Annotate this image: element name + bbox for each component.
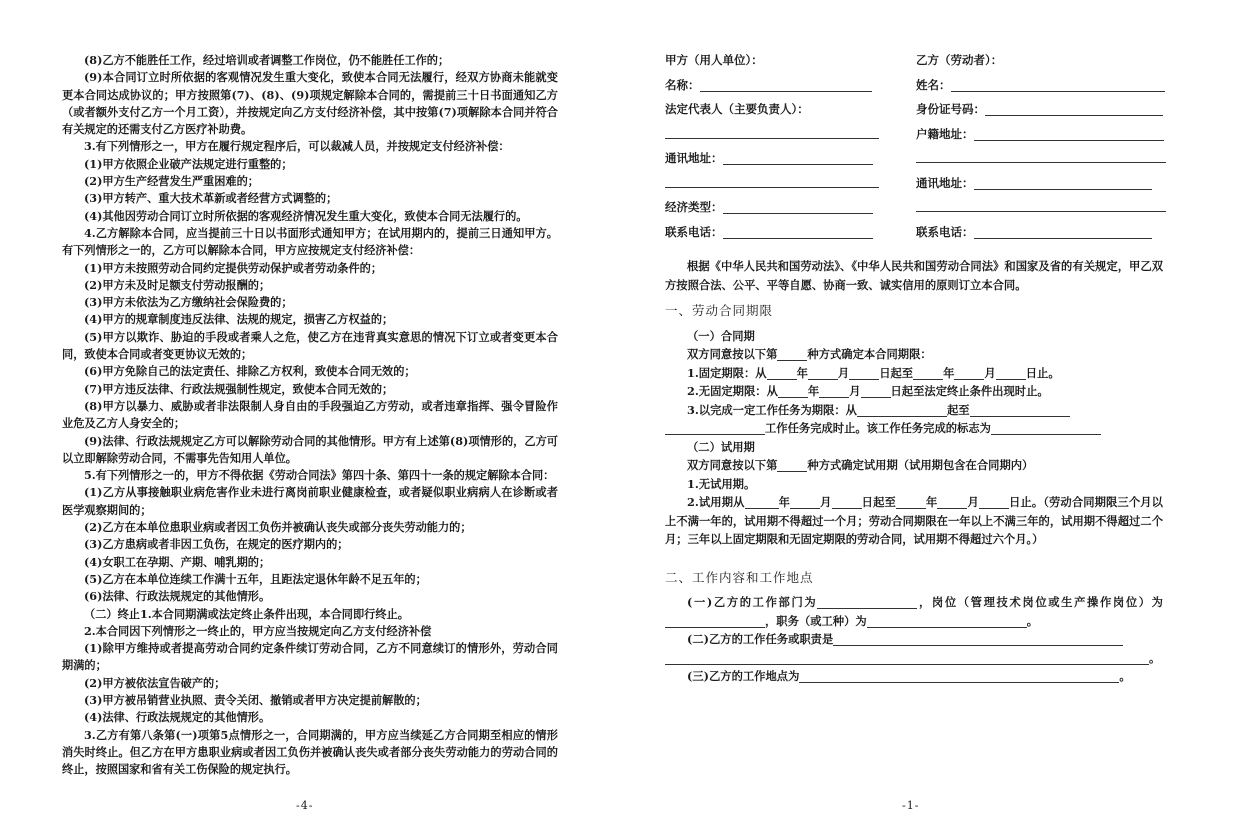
post-blank[interactable]	[665, 614, 765, 628]
left-paragraph: (3)乙方患病或者非因工负伤，在规定的医疗期内的；	[84, 537, 349, 552]
field-phone-b-line[interactable]	[974, 224, 1152, 239]
left-paragraph: (8)甲方以暴力、威胁或者非法限制人身自由的手段强迫乙方劳动，或者违章指挥、强令冒险作业危及乙方人身安全的；	[62, 398, 558, 431]
dept-label: (一)乙方的工作部门为	[687, 595, 818, 609]
left-paragraph: (9)法律、行政法规规定乙方可以解除劳动合同的其他情形。甲方有上述第(8)项情形的，乙方可以立即解除劳动合同，不需事先告知用人单位。	[62, 433, 558, 465]
left-paragraph: (3)甲方转产、重大技术革新或者经营方式调整的；	[84, 191, 338, 206]
field-household-line[interactable]	[974, 126, 1164, 141]
section2-title: 二、工作内容和工作地点	[665, 569, 814, 585]
left-paragraph: 3.有下列情形之一，甲方在履行规定程序后，可以裁减人员，并按规定支付经济补偿：	[84, 139, 510, 154]
field-address-b-line[interactable]	[974, 175, 1152, 190]
left-paragraph: (5)甲方以欺诈、胁迫的手段或者乘人之危，使乙方在违背真实意思的情况下订立或者变更本合同，致使本合同或者变更协议无效的；	[62, 329, 558, 362]
left-paragraph: (1)甲方未按照劳动合同约定提供劳动保护或者劳动条件的；	[84, 260, 383, 275]
left-paragraph: (8)乙方不能胜任工作，经过培训或者调整工作岗位，仍不能胜任工作的；	[84, 53, 450, 67]
sub1-line-text: 双方同意按以下第	[687, 347, 778, 361]
field-phone-b-label: 联系电话：	[916, 224, 974, 239]
unit-year: 年	[925, 495, 938, 509]
prob-end-year[interactable]	[896, 495, 926, 509]
dept-line	[665, 593, 1163, 630]
field-name-label: 名称：	[665, 77, 700, 92]
unit-month: 月	[849, 384, 861, 398]
duty-blank-2[interactable]	[665, 651, 1149, 665]
field-person-name-line[interactable]	[951, 77, 1165, 92]
duty-line	[665, 630, 1163, 649]
task-mark-blank[interactable]	[991, 421, 1101, 435]
page-number-right: -1-	[902, 799, 920, 812]
page-number-left: -4-	[296, 799, 314, 812]
field-econ-type-label: 经济类型：	[665, 200, 723, 214]
unfixed-term-line	[665, 382, 1163, 401]
left-paragraph: (2)乙方在本单位患职业病或者因工负伤并被确认丧失或部分丧失劳动能力的；	[84, 520, 472, 535]
task-term-line	[665, 401, 1163, 420]
party-info-block	[665, 52, 1165, 248]
field-address-a-label: 通讯地址：	[665, 151, 723, 165]
place-blank[interactable]	[799, 669, 1119, 683]
left-paragraph: (1)除甲方维持或者提高劳动合同约定条件续订劳动合同，乙方不同意续订的情形外，劳动合同期满的；	[62, 641, 558, 673]
dept-blank[interactable]	[817, 595, 917, 609]
left-paragraph: (1)乙方从事接触职业病危害作业未进行离岗前职业健康检查，或者疑似职业病病人在诊断或者医学观察期间的；	[62, 485, 558, 517]
period: 。	[1119, 669, 1131, 683]
fixed-end-day[interactable]	[996, 366, 1026, 380]
probation-label: 2.试用期从	[687, 495, 745, 509]
field-household-line-2[interactable]	[916, 162, 1166, 163]
unfixed-month[interactable]	[819, 384, 849, 398]
unit-month: 月	[984, 365, 996, 380]
unit-year: 年	[796, 365, 808, 380]
left-paragraph: 4.乙方解除本合同，应当提前三十日以书面形式通知甲方；在试用期内的，提前三日通知甲方。有下列情形之一的，乙方可以解除本合同，甲方应按规定支付经济补偿：	[62, 225, 558, 258]
prob-start-year[interactable]	[745, 495, 779, 509]
left-paragraph: (2)甲方未及时足额支付劳动报酬的；	[84, 277, 271, 292]
right-page	[620, 0, 1241, 832]
left-paragraph: (7)甲方违反法律、行政法规强制性规定，致使本合同无效的；	[84, 381, 394, 396]
post-label: ，岗位（管理技术岗位或生产操作岗位）为	[917, 595, 1163, 609]
field-phone-a-line[interactable]	[723, 224, 873, 239]
fixed-start-month[interactable]	[808, 366, 838, 380]
left-paragraph: (4)甲方的规章制度违反法律、法规的规定，损害乙方权益的；	[84, 312, 394, 327]
unfixed-end: 日起至法定终止条件出现时止。	[890, 384, 1049, 398]
unit-month: 月	[967, 495, 979, 509]
sub1-line	[665, 345, 1163, 364]
task-start-blank[interactable]	[857, 403, 947, 417]
field-address-a-line[interactable]	[723, 150, 873, 165]
left-page	[0, 0, 620, 832]
intro-paragraph: 根据《中华人民共和国劳动法》、《中华人民共和国劳动合同法》和国家及省的有关规定，甲乙双方按照合法、公平、平等自愿、协商一致、诚实信用的原则订立本合同。	[665, 259, 1163, 292]
party-a-title: 甲方（用人单位）：	[665, 53, 763, 67]
probation-line	[665, 493, 1163, 549]
fixed-label: 1.固定期限：从	[687, 365, 767, 380]
prob-start-day[interactable]	[832, 495, 862, 509]
field-address-b-line-2[interactable]	[916, 211, 1166, 212]
duty-label: (二)乙方的工作任务或职责是	[687, 632, 834, 646]
left-page-body	[62, 52, 558, 778]
unit-month: 月	[820, 495, 832, 509]
field-legal-rep-line[interactable]	[665, 138, 879, 139]
contract-body	[665, 257, 1163, 686]
unfixed-year[interactable]	[778, 384, 808, 398]
duty-blank[interactable]	[833, 632, 1123, 646]
sub2-line	[665, 456, 1163, 475]
left-paragraph: (4)法律、行政法规规定的其他情形。	[84, 710, 271, 725]
probation-note: （劳动合同期限三个月以上不满一年的，试用期不得超过一个月；劳动合同期限在一年以上不满三年的，试用期不得超过二个月；三年以上固定期限和无固定期限的劳动合同，试用期不得超过六个月。）	[665, 495, 1163, 546]
field-address-b-label: 通讯地址：	[916, 175, 974, 190]
prob-end-month[interactable]	[937, 495, 967, 509]
sub2-title: （二）试用期	[687, 439, 755, 454]
place-label: (三)乙方的工作地点为	[687, 669, 800, 683]
left-paragraph: (3)甲方被吊销营业执照、责令关闭、撤销或者甲方决定提前解散的；	[84, 692, 427, 707]
task-term-line-2	[665, 419, 1163, 438]
unit-day-end: 日止。	[1008, 495, 1044, 509]
task-label: 3.以完成一定工作任务为期限：从	[687, 402, 857, 417]
left-paragraph: （二）终止1.本合同期满或法定终止条件出现，本合同即行终止。	[84, 606, 409, 621]
unfixed-label: 2.无固定期限：从	[687, 384, 778, 398]
sub2-choice-blank[interactable]	[777, 458, 807, 472]
field-household-label: 户籍地址：	[916, 126, 974, 141]
fixed-start-year[interactable]	[767, 366, 797, 380]
left-paragraph: (2)甲方被依法宣告破产的；	[84, 675, 226, 690]
left-paragraph: 2.本合同因下列情形之一终止的，甲方应当按规定向乙方支付经济补偿	[84, 623, 432, 638]
field-id-label: 身份证号码：	[916, 102, 985, 116]
sub2-line-text: 双方同意按以下第	[687, 458, 778, 472]
left-paragraph: 3.乙方有第八条第(一)项第5点情形之一，合同期满的，甲方应当续延乙方合同期至相应的情形消失时终止。但乙方在甲方患职业病或者因工负伤并被确认丧失或者部分丧失劳动能力的劳动合同的终止，按照国家和省有关工伤保险的规定执行。	[62, 727, 558, 777]
sub2-line-end: 种方式确定试用期（试用期包含在合同期内）	[807, 458, 1034, 472]
field-address-a-line-2[interactable]	[665, 187, 879, 188]
party-b-title: 乙方（劳动者）：	[916, 53, 1003, 67]
field-legal-rep-label: 法定代表人（主要负责人）：	[665, 102, 809, 116]
left-paragraph: 5.有下列情形之一的，甲方不得依据《劳动合同法》第四十条、第四十一条的规定解除本合同：	[84, 468, 555, 483]
no-probation-line: 1.无试用期。	[687, 476, 756, 491]
section1-title: 一、劳动合同期限	[665, 303, 774, 318]
period: 。	[1149, 650, 1161, 665]
unit-month: 月	[837, 365, 850, 380]
fixed-end-month[interactable]	[954, 366, 984, 380]
prob-end-day[interactable]	[979, 495, 1009, 509]
sub1-choice-blank[interactable]	[777, 347, 807, 361]
sub1-line-end: 种方式确定本合同期限：	[807, 347, 932, 361]
job-blank[interactable]	[867, 614, 1027, 628]
job-label: ，职务（或工种）为	[765, 613, 867, 628]
unit-year: 年	[807, 384, 820, 398]
field-person-name-label: 姓名：	[916, 77, 951, 92]
unit-year: 年	[943, 365, 955, 380]
left-paragraph: (6)法律、行政法规规定的其他情形。	[84, 589, 271, 604]
left-paragraph: (2)甲方生产经营发生严重困难的；	[84, 174, 259, 189]
left-paragraph: (4)其他因劳动合同订立时所依据的客观经济情况发生重大变化，致使本合同无法履行的。	[84, 208, 528, 223]
left-paragraph: (6)甲方免除自己的法定责任、排除乙方权利，致使本合同无效的；	[84, 364, 416, 379]
left-paragraph: (9)本合同订立时所依据的客观情况发生重大变化，致使本合同无法履行，经双方协商未能就变更本合同达成协议的；甲方按照第(7)、(8)、(9)项规定解除本合同的，需提前三十日书面通知乙方（或者额外支付乙方一个月工资），并按规定向乙方支付经济补偿，其中按第(7)项解除本合同并符合有关规定的还需支付乙方医疗补助费。	[62, 70, 558, 137]
left-paragraph: (5)乙方在本单位连续工作满十五年，且距法定退休年龄不足五年的；	[84, 571, 427, 586]
unfixed-day[interactable]	[861, 384, 891, 398]
unit-year: 年	[778, 495, 791, 509]
field-name-line[interactable]	[700, 77, 872, 92]
unit-day-to: 日起至	[861, 495, 896, 509]
duty-line-2	[665, 649, 1163, 668]
left-paragraph: (3)甲方未依法为乙方缴纳社会保险费的；	[84, 295, 293, 310]
period: 。	[1026, 613, 1038, 628]
left-paragraph: (4)女职工在孕期、产期、哺乳期的；	[84, 554, 271, 569]
task-mid: 起至	[946, 402, 970, 417]
sub1-title: （一）合同期	[687, 328, 755, 343]
left-paragraph: (1)甲方依照企业破产法规定进行重整的；	[84, 156, 293, 171]
field-id-line[interactable]	[985, 101, 1163, 116]
fixed-start-day[interactable]	[849, 366, 879, 380]
field-econ-type-line[interactable]	[723, 199, 873, 214]
fixed-end-year[interactable]	[913, 366, 943, 380]
prob-start-month[interactable]	[790, 495, 820, 509]
unit-day-end: 日止。	[1025, 365, 1060, 380]
field-phone-a-label: 联系电话：	[665, 224, 723, 239]
task-name-blank[interactable]	[665, 421, 765, 435]
task-end: 工作任务完成时止。该工作任务完成的标志为	[765, 421, 991, 435]
task-end-blank[interactable]	[970, 403, 1070, 417]
unit-day-to: 日起至	[879, 365, 914, 380]
fixed-term-line	[665, 364, 1163, 383]
place-line	[665, 667, 1163, 686]
